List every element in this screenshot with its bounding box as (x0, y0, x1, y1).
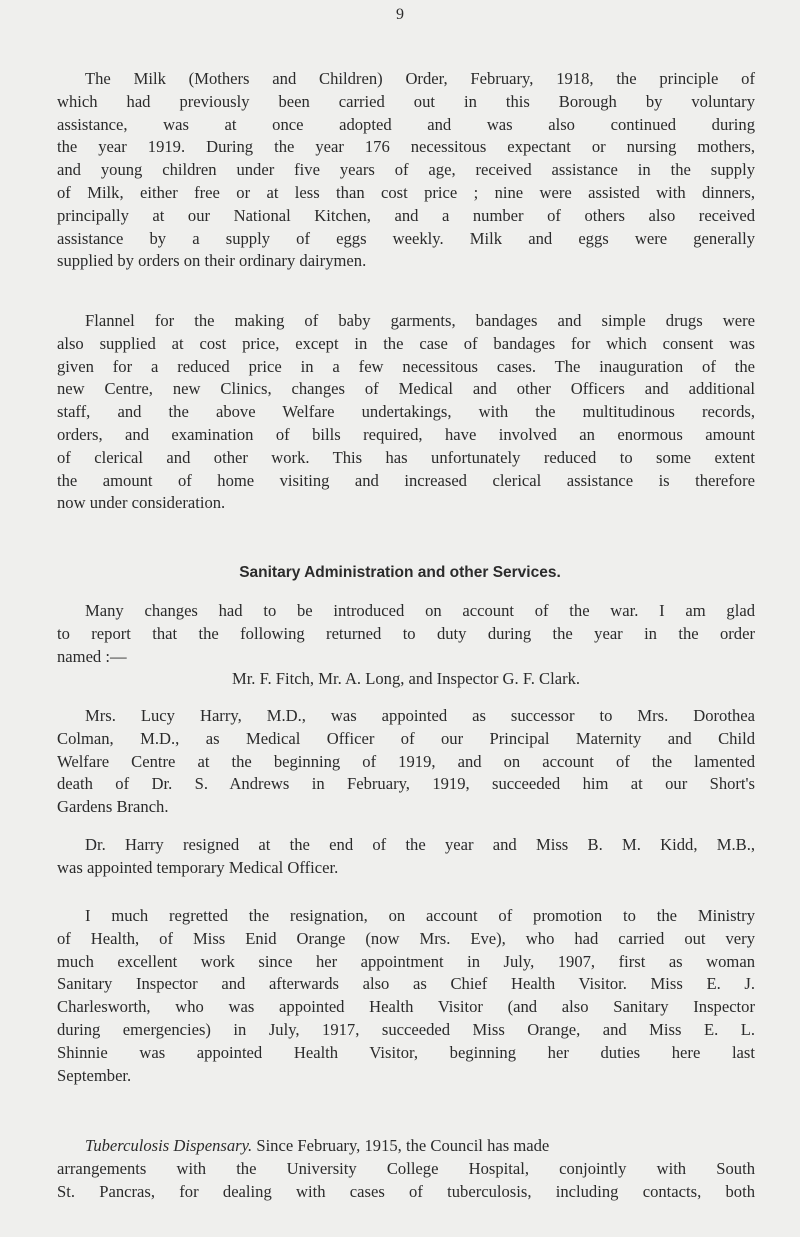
text-line: death of Dr. S. Andrews in February, 1919, succeeded him at our Short's (57, 774, 755, 794)
text-line: I much regretted the resignation, on account of promotion to the Ministry (85, 906, 755, 925)
text-line: staff, and the above Welfare undertakings, with the multitudinous records, (57, 402, 755, 422)
text-line: Flannel for the making of baby garments, bandages and simple drugs were (85, 311, 755, 330)
text-line: Many changes had to be introduced on account of the war. I am glad (85, 601, 755, 620)
text-line: Sanitary Inspector and afterwards also as Chief Health Visitor. Miss E. J. (57, 974, 755, 994)
paragraph-dr-harry (57, 834, 755, 880)
text-line: the amount of home visiting and increased clerical assistance is therefore (57, 470, 755, 490)
text-line: now under consideration. (57, 493, 226, 513)
italic-lead: Tuberculosis Dispensary. (85, 1136, 253, 1155)
text-line: Charlesworth, who was appointed Health Visitor (and also Sanitary Inspector (57, 997, 755, 1017)
paragraph-milk-order (57, 68, 755, 273)
text-line: during emergencies) in July, 1917, succeeded Miss Orange, and Miss E. L. (57, 1019, 755, 1039)
text-line: assistance by a supply of eggs weekly. Milk and eggs were generally (57, 228, 755, 248)
text-line: of Milk, either free or at less than cost price ; nine were assisted with dinners, (57, 182, 755, 202)
text-line: much excellent work since her appointment in July, 1907, first as woman (57, 951, 755, 971)
text-line: Gardens Branch. (57, 797, 169, 817)
section-heading: Sanitary Administration and other Services. (239, 564, 561, 581)
text-line: Welfare Centre at the beginning of 1919, and on account of the lamented (57, 751, 755, 771)
text-line: Mrs. Lucy Harry, M.D., was appointed as successor to Mrs. Dorothea (85, 706, 755, 725)
text-line: the year 1919. During the year 176 necessitous expectant or nursing mothers, (57, 137, 755, 157)
text-line: also supplied at cost price, except in the case of bandages for which consent was (57, 333, 755, 353)
paragraph-changes (57, 600, 755, 691)
text-line: new Centre, new Clinics, changes of Medical and other Officers and additional (57, 379, 755, 399)
text-line: orders, and examination of bills required, have involved an enormous amount (57, 424, 755, 444)
text-line: which had previously been carried out in this Borough by voluntary (57, 91, 755, 111)
text-line: arrangements with the University College Hospital, conjointly with South (57, 1158, 755, 1178)
text-line: of Health, of Miss Enid Orange (now Mrs. Eve), who had carried out very (57, 928, 755, 948)
page-number: 9 (396, 6, 404, 23)
text-line: St. Pancras, for dealing with cases of tuberculosis, including contacts, both (57, 1181, 755, 1201)
text-line: named :— (57, 646, 127, 666)
text-fragment: Since February, 1915, the Council has made (252, 1136, 550, 1155)
paragraph-tuberculosis (57, 1135, 755, 1203)
text-line: September. (57, 1065, 132, 1085)
text-line: to report that the following returned to duty during the year in the order (57, 623, 755, 643)
text-line: The Milk (Mothers and Children) Order, February, 1918, the principle of (85, 69, 755, 88)
text-line: was appointed temporary Medical Officer. (57, 857, 339, 877)
paragraph-mrs-harry (57, 705, 755, 819)
text-line: Colman, M.D., as Medical Officer of our Principal Maternity and Child (57, 728, 755, 748)
text-line: Mr. F. Fitch, Mr. A. Long, and Inspector G. F. Clark. (231, 669, 581, 689)
text-line: principally at our National Kitchen, and a number of others also received (57, 205, 755, 225)
text-line: Shinnie was appointed Health Visitor, beginning her duties here last (57, 1042, 755, 1062)
text-line: and young children under five years of age, received assistance in the supply (57, 160, 755, 180)
text-line: of clerical and other work. This has unfortunately reduced to some extent (57, 447, 755, 467)
paragraph-flannel (57, 310, 755, 515)
text-line: assistance, was at once adopted and was also continued during (57, 114, 755, 134)
text-line: supplied by orders on their ordinary dairymen. (57, 251, 367, 271)
text-line: Dr. Harry resigned at the end of the year and Miss B. M. Kidd, M.B., (85, 835, 755, 854)
text-line: given for a reduced price in a few necessitous cases. The inauguration of the (57, 356, 755, 376)
text-line (57, 1135, 755, 1158)
paragraph-resignation (57, 905, 755, 1087)
